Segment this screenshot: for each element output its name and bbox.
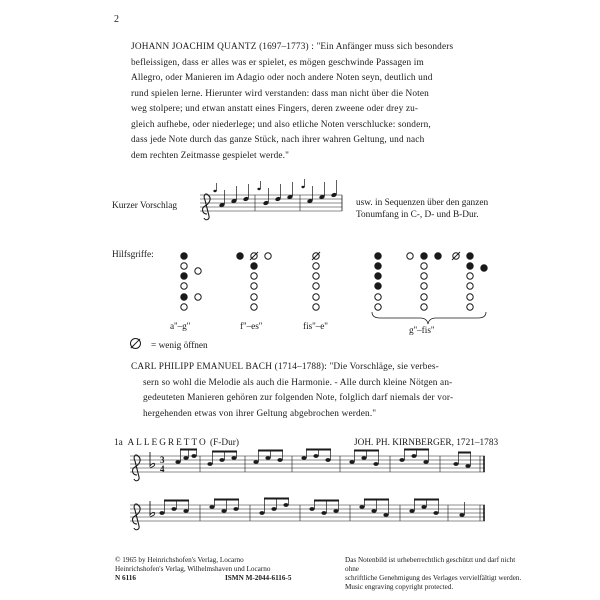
quantz-quote: JOHANN JOACHIM QUANTZ (1697–1773) : "Ein Anfänger muss sich besonders befleissigen, dass er alles was er spielet, es mögen geschwinde Passagen im Allegro, oder Manieren im Adagio oder noch andere Noten seyn, deutlich und rund spielen lerne. Hierunter wird verstanden: dass man nicht über die Noten weg stolpere; und etwan anstatt eines Fingers, deren zweene oder drey zu- gleich aufhebe, oder niederlege; und also etliche Noten verschlucke: sondern, dass jede Note durch das ganze Stück, nach ihrer wahren Geltung, und nach dem rechten Zeitmasse gespielet werde." (131, 40, 531, 164)
allegretto-staff-2 (130, 505, 485, 521)
publisher-line: Heinrichshofen's Verlag, Wilhelmshaven und Locarno (115, 565, 271, 573)
quantz-line-4: rund spielen lerne. Hierunter wird verstanden: dass man nicht über die Noten (131, 88, 429, 99)
fingering-chart-5 (407, 253, 441, 310)
quantz-line-7: dass jede Note durch das ganze Stück, nach ihrer wahren Geltung, und nach (131, 135, 425, 145)
copyright-line: © 1965 by Heinrichshofen's Verlag, Locarno (115, 556, 244, 564)
quantz-line-1: "Ein Anfänger muss sich besonders (316, 42, 454, 52)
quantz-line-5: weg stolpere; und etwan anstatt eines Fingers, deren zweene oder drey zu- (131, 104, 419, 114)
quantz-line-3: Allegro, oder Manieren im Adagio oder noch andere Noten seyn, deutlich und (131, 73, 433, 83)
footer-left (115, 556, 292, 583)
half-open-legend-text: = wenig öffnen (151, 341, 208, 351)
bach-line-3: gedeuteten Manieren gehören zur folgenden Note, folglich darf niemals der vor- (143, 393, 454, 403)
treble-clef-icon (133, 194, 211, 530)
fingering-chart-1 (181, 253, 201, 310)
bach-line-2: sern so wohl die Melodie als auch die Harmonie. - Alle durch kleine Nötgen an- (143, 377, 453, 388)
quantz-line-6: gleich aufhebe, oder niederlege; und also etliche Noten verschlucke: sondern, (131, 119, 431, 130)
quantz-name: JOHANN JOACHIM QUANTZ (131, 42, 257, 52)
flat-icon (150, 452, 155, 517)
allegretto-staff-1 (130, 456, 485, 472)
footer-right (345, 556, 525, 592)
vorschlag-note-line-1: usw. in Sequenzen über den ganzen (356, 198, 489, 208)
grouping-brace (372, 312, 486, 324)
svg-text:4: 4 (160, 464, 165, 474)
fingering-label-3: fis''–e'' (303, 322, 328, 332)
piece-number: 1a (114, 438, 123, 448)
fingering-diagrams (181, 252, 487, 310)
vorschlag-notes (213, 186, 337, 208)
copyright-notice-3: Music engraving copyright protected. (345, 583, 454, 591)
fingering-label-2: f''–es'' (240, 322, 263, 332)
bach-line-4: hergehenden etwas von ihrer Geltung abgebrochen werden." (143, 408, 377, 419)
hilfsgriffe-label: Hilfsgriffe: (112, 250, 154, 260)
fingering-label-4: g''–fis'' (409, 326, 435, 336)
fingering-label-1: a''–g'' (170, 322, 191, 332)
fingering-chart-3 (312, 252, 320, 310)
vorschlag-label: Kurzer Vorschlag (112, 201, 177, 211)
quantz-line-8: dem rechten Zeitmasse gespielet werde." (131, 150, 290, 161)
ismn: ISMN M-2044-6116-5 (225, 574, 292, 582)
fingering-chart-4 (375, 253, 381, 310)
copyright-notice-2: schriftliche Genehmigung des Verlages vervielfältigt werden. (345, 574, 522, 582)
fingering-chart-2 (237, 252, 271, 310)
catalog-number: N 6116 (115, 574, 136, 582)
bach-name: CARL PHILIPP EMANUEL BACH (131, 362, 273, 372)
piece-title: ALLEGRETTO (127, 438, 208, 448)
vorschlag-note-line-2: Tonumfang in C-, D- und B-Dur. (356, 210, 479, 220)
page-number: 2 (114, 14, 119, 25)
quantz-line-2: befleissigen, dass er alles was er spielet, es mögen geschwinde Passagen im (131, 57, 424, 68)
fingering-chart-6 (452, 252, 487, 310)
copyright-notice-1: Das Notenbild ist urheberrechtlich geschützt und darf nicht ohne (345, 556, 516, 573)
bach-line-1: : "Die Vorschläge, sie verbes- (324, 362, 439, 372)
piece-key: (F-Dur) (210, 438, 239, 448)
svg-text:3: 3 (160, 455, 165, 465)
quantz-dates: (1697–1773) (259, 42, 309, 52)
bach-dates: (1714–1788) (274, 362, 325, 372)
piece-composer: JOH. PH. KIRNBERGER, 1721–1783 (354, 438, 499, 448)
